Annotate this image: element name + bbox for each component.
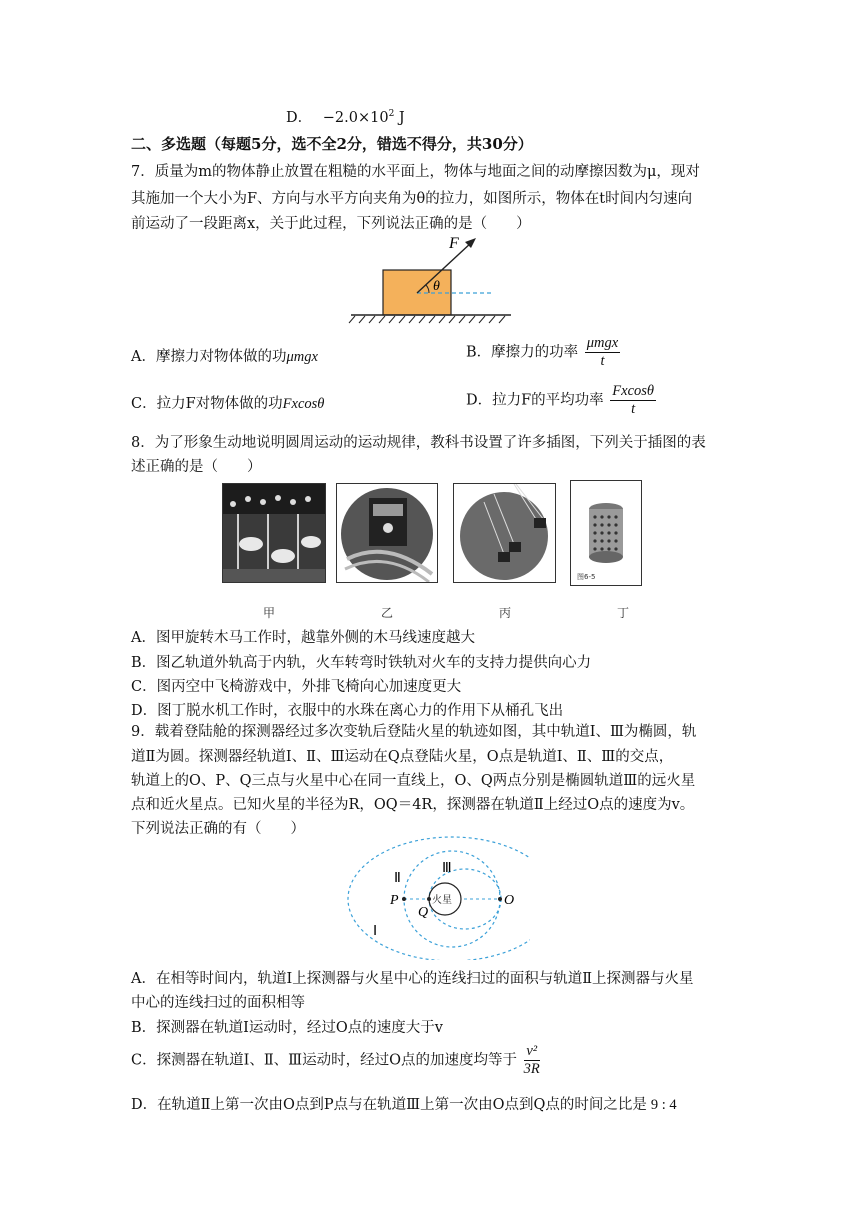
swing-image	[454, 484, 555, 582]
carousel-image	[223, 484, 325, 582]
q9-option-a-line-1[interactable]: A．在相等时间内，轨道Ⅰ上探测器与火星中心的连线扫过的面积与轨道Ⅱ上探测器与火星	[131, 971, 694, 987]
fraction-numerator: v²	[524, 1043, 540, 1061]
option-c-text: C．探测器在轨道Ⅰ、Ⅱ、Ⅲ运动时，经过O点的加速度均等于	[131, 1052, 518, 1069]
q9-line-4: 点和近火星点。已知火星的半径为R，OQ＝4R，探测器在轨道Ⅱ上经过O点的速度为v。	[131, 797, 695, 813]
q8-line-2: 述正确的是（ ）	[131, 459, 262, 475]
caption-ding: 丁	[617, 606, 630, 620]
q7-option-c[interactable]	[131, 392, 324, 413]
q8-line-1: 8．为了形象生动地说明圆周运动的运动规律，教科书设置了许多插图，下列关于插图的表	[131, 435, 706, 451]
q9-line-3: 轨道上的O、P、Q三点与火星中心在同一直线上，O、Q两点分别是椭圆轨道Ⅲ的远火星	[131, 773, 696, 789]
label-q: Q	[418, 905, 429, 920]
q7-line-3: 前运动了一段距离x，关于此过程，下列说法正确的是（ ）	[131, 216, 531, 232]
option-exponent: 2	[388, 109, 395, 120]
q7-line-1: 7．质量为m的物体静止放置在粗糙的水平面上，物体与地面之间的动摩擦因数为μ，现对	[131, 164, 700, 180]
q7-option-d[interactable]	[466, 383, 656, 418]
fraction-numerator: Fxcosθ	[612, 383, 655, 399]
mars-label: 火星	[432, 895, 452, 906]
q8-option-a[interactable]: A．图甲旋转木马工作时，越靠外侧的木马线速度越大	[131, 630, 475, 646]
q7-block-figure	[345, 230, 515, 326]
prev-option-d	[286, 106, 405, 127]
option-c-formula: Fxcosθ	[282, 396, 325, 412]
option-value: −2.0×10	[322, 110, 389, 126]
q7-option-a[interactable]	[131, 345, 318, 366]
label-p: P	[390, 893, 399, 908]
option-c-text: C．拉力F对物体做的功	[131, 396, 283, 412]
label-orbit-3: Ⅲ	[442, 861, 452, 876]
spin-dryer-image	[571, 481, 641, 585]
option-unit: J	[398, 110, 405, 126]
carousel-photo	[222, 483, 326, 583]
option-b-fraction	[585, 335, 620, 370]
ground-hatch	[349, 316, 505, 323]
q9-line-2: 道Ⅱ为圆。探测器经轨道Ⅰ、Ⅱ、Ⅲ运动在Q点登陆火星，O点是轨道Ⅰ、Ⅱ、Ⅲ的交点，	[131, 749, 674, 765]
q8-option-c[interactable]: C．图丙空中飞椅游戏中，外排飞椅向心加速度更大	[131, 679, 462, 695]
q9-line-5: 下列说法正确的有（ ）	[131, 821, 305, 837]
swing-photo	[453, 483, 556, 583]
option-a-formula: μmgx	[286, 349, 318, 365]
fraction-denominator: 3R	[523, 1061, 540, 1077]
fraction-numerator: μmgx	[586, 335, 619, 351]
q9-orbit-figure	[340, 830, 530, 960]
option-d-fraction	[610, 383, 656, 418]
force-label: F	[449, 235, 459, 252]
point-p	[402, 897, 406, 901]
section-title: 二、多选题（每题5分，选不全2分，错选不得分，共30分）	[131, 135, 533, 153]
spin-dryer-photo	[570, 480, 642, 586]
option-b-text: B．摩擦力的功率	[466, 344, 579, 361]
caption-yi: 乙	[381, 606, 394, 620]
train-photo	[336, 483, 438, 583]
option-a-text: A．摩擦力对物体做的功	[131, 349, 287, 365]
q9-option-d[interactable]	[131, 1093, 677, 1114]
q9-option-b[interactable]: B．探测器在轨道Ⅰ运动时，经过O点的速度大于v	[131, 1020, 443, 1036]
angle-label: θ	[433, 279, 440, 294]
caption-bing: 丙	[499, 606, 512, 620]
fig-label: 图6-5	[577, 573, 596, 581]
q8-option-d[interactable]: D．图丁脱水机工作时，衣服中的水珠在离心力的作用下从桶孔飞出	[131, 703, 564, 719]
q7-option-b[interactable]	[466, 335, 620, 370]
q9-option-c[interactable]	[131, 1043, 540, 1078]
point-o	[498, 897, 502, 901]
train-image	[337, 484, 437, 582]
option-c-fraction	[524, 1043, 540, 1078]
q7-line-2: 其施加一个大小为F、方向与水平方向夹角为θ的拉力，如图所示，物体在t时间内匀速向	[131, 191, 693, 207]
option-d-ratio: 9 : 4	[650, 1097, 677, 1113]
q9-line-1: 9．载着登陆舱的探测器经过多次变轨后登陆火星的轨迹如图，其中轨道Ⅰ、Ⅲ为椭圆，轨	[131, 724, 697, 740]
label-o: O	[504, 893, 515, 908]
label-orbit-1: Ⅰ	[373, 924, 378, 939]
point-q	[427, 897, 431, 901]
q8-option-b[interactable]: B．图乙轨道外轨高于内轨，火车转弯时铁轨对火车的支持力提供向心力	[131, 655, 592, 671]
option-d-text: D．在轨道Ⅱ上第一次由O点到P点与在轨道Ⅲ上第一次由O点到Q点的时间之比是	[131, 1097, 647, 1113]
caption-jia: 甲	[263, 606, 276, 620]
q9-option-a-line-2: 中心的连线扫过的面积相等	[131, 995, 305, 1011]
fraction-denominator: t	[631, 401, 636, 417]
option-d-text: D．拉力F的平均功率	[466, 392, 604, 409]
option-letter: D．	[286, 110, 313, 126]
label-orbit-2: Ⅱ	[394, 871, 401, 886]
fraction-denominator: t	[600, 353, 605, 369]
